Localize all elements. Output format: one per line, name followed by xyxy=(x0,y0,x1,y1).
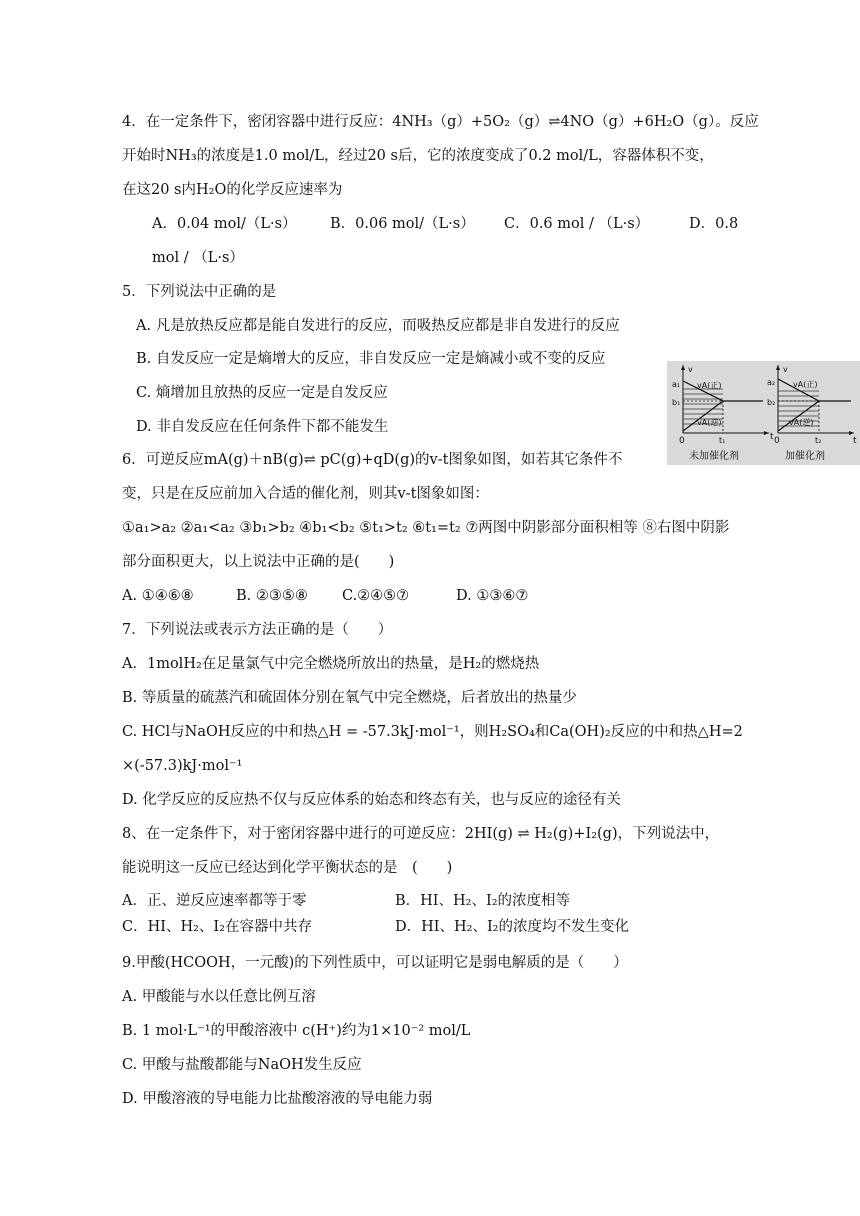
q6-stem-line1: 6．可逆反应mA(g)＋nB(g)⇌ pC(g)+qD(g)的v-t图象如图，如若其它条件不 xyxy=(122,452,623,468)
q8-option-c: C．HI、H₂、I₂在容器中共存 xyxy=(122,919,312,935)
q4-option-d: D．0.8 xyxy=(689,216,739,232)
q4-option-d-continued: mol / （L·s） xyxy=(152,250,244,266)
right-t-axis-label: t xyxy=(853,436,857,446)
q4-stem-line2: 开始时NH₃的浓度是1.0 mol/L，经过20 s后，它的浓度变成了0.2 mol/L，容器体积不变， xyxy=(122,148,714,164)
q7-option-a: A．1molH₂在足量氯气中完全燃烧所放出的热量，是H₂的燃烧热 xyxy=(122,656,540,672)
q9-option-b: B. 1 mol·L⁻¹的甲酸溶液中 c(H⁺)约为1×10⁻² mol/L xyxy=(122,1023,471,1039)
right-v-axis-label: v xyxy=(783,365,788,374)
q4-stem-line3: 在这20 s内H₂O的化学反应速率为 xyxy=(122,182,343,198)
vt-graph-figure xyxy=(667,361,860,465)
q6-option-d: D. ①③⑥⑦ xyxy=(456,588,529,604)
right-a-label: a₂ xyxy=(767,378,776,387)
q9-option-c: C. 甲酸与盐酸都能与NaOH发生反应 xyxy=(122,1057,362,1073)
q7-stem: 7．下列说法或表示方法正确的是（ ） xyxy=(122,622,393,638)
q6-option-b: B. ②③⑤⑧ xyxy=(236,588,308,604)
q5-option-c: C. 熵增加且放热的反应一定是自发反应 xyxy=(136,385,388,401)
q8-option-d: D．HI、H₂、I₂的浓度均不发生变化 xyxy=(395,919,629,935)
q4-stem-line1: 4．在一定条件下，密闭容器中进行反应：4NH₃（g）+5O₂（g）⇌4NO（g）+6H₂O（g）。反应 xyxy=(122,114,759,130)
q5-option-b: B. 自发反应一定是熵增大的反应，非自发反应一定是熵减小或不变的反应 xyxy=(136,351,606,367)
right-forward-label: vA(正) xyxy=(793,380,818,389)
q9-option-d: D. 甲酸溶液的导电能力比盐酸溶液的导电能力弱 xyxy=(122,1091,433,1107)
left-forward-curve xyxy=(683,381,763,401)
q8-option-b: B．HI、H₂、I₂的浓度相等 xyxy=(395,893,571,909)
right-caption: 加催化剂 xyxy=(785,451,825,462)
q6-stem-line2: 变，只是在反应前加入合适的催化剂，则其v-t图象如图： xyxy=(122,486,489,502)
left-forward-label: vA(正) xyxy=(697,381,722,390)
q7-option-b: B. 等质量的硫蒸汽和硫固体分别在氧气中完全燃烧，后者放出的热量少 xyxy=(122,690,577,706)
q9-stem: 9.甲酸(HCOOH，一元酸)的下列性质中，可以证明它是弱电解质的是（ ） xyxy=(122,955,628,971)
q4-option-a: A．0.04 mol/（L·s） xyxy=(152,216,297,232)
q6-stem-line3: ①a₁>a₂ ②a₁<a₂ ③b₁>b₂ ④b₁<b₂ ⑤t₁>t₂ ⑥t₁=t₂ ⑦两图中阴影部分面积相等 ⑧右图中阴影 xyxy=(122,520,730,536)
right-reverse-label: vA(逆) xyxy=(789,418,814,427)
q7-option-c-line2: ×(-57.3)kJ·mol⁻¹ xyxy=(122,758,243,774)
right-b-label: b₂ xyxy=(767,398,776,407)
q6-option-a: A. ①④⑥⑧ xyxy=(122,588,194,604)
left-a-label: a₁ xyxy=(672,380,681,389)
q5-option-d: D. 非自发反应在任何条件下都不能发生 xyxy=(136,419,389,435)
q6-stem-line4: 部分面积更大，以上说法中正确的是( ) xyxy=(122,554,395,570)
left-v-axis-label: v xyxy=(688,365,693,374)
q4-option-b: B．0.06 mol/（L·s） xyxy=(330,216,475,232)
q5-stem: 5．下列说法中正确的是 xyxy=(122,284,277,300)
left-reverse-label: vA(逆) xyxy=(697,418,722,427)
vt-graphs-svg xyxy=(667,361,860,465)
q8-stem-line1: 8、在一定条件下，对于密闭容器中进行的可逆反应：2HI(g) ⇌ H₂(g)+I₂(g)，下列说法中， xyxy=(122,826,720,842)
q9-option-a: A. 甲酸能与水以任意比例互溶 xyxy=(122,989,316,1005)
q4-option-c: C．0.6 mol / （L·s） xyxy=(504,216,650,232)
q8-stem-line2: 能说明这一反应已经达到化学平衡状态的是 ( ) xyxy=(122,860,453,876)
left-origin-label: 0 xyxy=(679,436,685,446)
q7-option-d: D. 化学反应的反应热不仅与反应体系的始态和终态有关，也与反应的途径有关 xyxy=(122,792,621,808)
vt-graph-left xyxy=(672,365,774,462)
q8-option-a: A．正、逆反应速率都等于零 xyxy=(122,893,307,909)
right-t-mark-label: t₂ xyxy=(815,436,822,445)
q5-option-a: A. 凡是放热反应都是能自发进行的反应，而吸热反应都是非自发进行的反应 xyxy=(136,318,620,334)
q7-option-c-line1: C. HCl与NaOH反应的中和热△H = -57.3kJ·mol⁻¹，则H₂SO₄和Ca(OH)₂反应的中和热△H=2 xyxy=(122,724,743,740)
left-t-axis-label: t xyxy=(770,432,774,442)
vt-graph-right xyxy=(767,365,857,462)
right-origin-label: 0 xyxy=(774,436,780,446)
left-caption: 未加催化剂 xyxy=(689,451,739,462)
left-b-label: b₁ xyxy=(672,398,681,407)
left-t-mark-label: t₁ xyxy=(719,436,726,445)
q6-option-c: C.②④⑤⑦ xyxy=(342,588,410,604)
